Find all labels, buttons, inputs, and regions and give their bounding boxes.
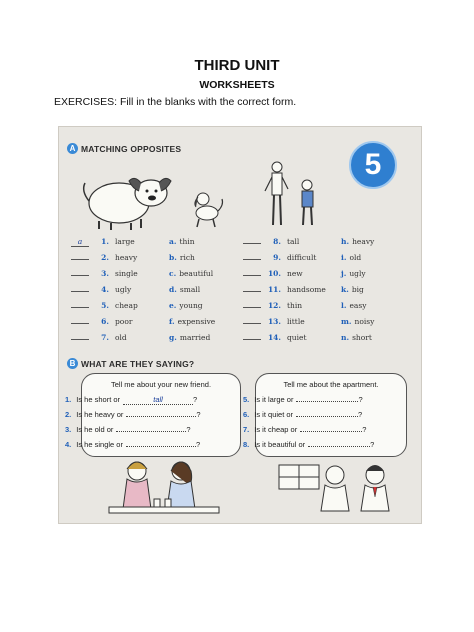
matching-item: [71, 317, 215, 326]
option-word: short: [352, 333, 372, 342]
option-letter: h.: [341, 237, 350, 246]
cloud-question: [65, 425, 191, 434]
answer-blank[interactable]: [243, 339, 261, 340]
option-word: small: [179, 285, 201, 294]
question-number: 4.: [65, 440, 72, 449]
option-word: ugly: [349, 269, 366, 278]
option-letter: c.: [169, 269, 177, 278]
answer-blank[interactable]: [243, 307, 261, 308]
cloud-question: [65, 410, 201, 419]
item-number: 14.: [267, 333, 281, 342]
answer-line[interactable]: [296, 416, 358, 417]
item-number: 11.: [267, 285, 281, 294]
matching-item: [71, 301, 203, 310]
answer-blank[interactable]: [243, 323, 261, 324]
cloud-title-apartment: Tell me about the apartment.: [283, 380, 379, 389]
item-number: 5.: [101, 301, 109, 310]
answer-line[interactable]: [116, 431, 186, 432]
item-word: thin: [287, 301, 303, 310]
question-mark: ?: [196, 410, 201, 419]
answer-line[interactable]: [300, 431, 362, 432]
item-number: 3.: [101, 269, 109, 278]
question-text: Is it cheap or: [254, 425, 298, 434]
item-number: 13.: [267, 317, 281, 326]
cloud-question: [243, 425, 366, 434]
option-letter: l.: [341, 301, 347, 310]
item-number: 10.: [267, 269, 281, 278]
question-text: Is it large or: [254, 395, 294, 404]
matching-item: [71, 253, 195, 262]
cloud-question: [243, 395, 363, 404]
option-letter: d.: [169, 285, 177, 294]
matching-item: [243, 269, 366, 278]
question-text: Is he old or: [76, 425, 114, 434]
matching-item: [243, 285, 364, 294]
answer-line[interactable]: tall: [123, 395, 193, 405]
question-text: Is he short or: [76, 395, 121, 404]
answer-line[interactable]: [126, 416, 196, 417]
matching-item: [71, 285, 200, 294]
question-number: 5.: [243, 395, 250, 404]
item-word: large: [115, 237, 135, 246]
answer-blank[interactable]: [243, 259, 261, 260]
option-word: young: [179, 301, 203, 310]
option-letter: f.: [169, 317, 175, 326]
matching-item: [71, 269, 213, 278]
answer-blank[interactable]: [71, 339, 89, 340]
option-letter: m.: [341, 317, 352, 326]
question-text: Is it quiet or: [254, 410, 294, 419]
option-letter: k.: [341, 285, 349, 294]
item-number: 1.: [101, 237, 109, 246]
option-word: expensive: [177, 317, 216, 326]
option-letter: b.: [169, 253, 177, 262]
matching-item: [243, 237, 374, 246]
item-word: old: [115, 333, 127, 342]
question-mark: ?: [370, 440, 375, 449]
question-number: 2.: [65, 410, 72, 419]
section-a-badge: A: [67, 143, 78, 154]
item-word: little: [287, 317, 305, 326]
matching-item: [71, 333, 210, 342]
answer-blank[interactable]: [243, 243, 261, 244]
option-word: heavy: [352, 237, 375, 246]
section-a-title: MATCHING OPPOSITES: [81, 143, 182, 154]
cloud-question: [65, 440, 200, 449]
answer-line[interactable]: [126, 446, 196, 447]
answer-blank[interactable]: [71, 259, 89, 260]
question-mark: ?: [193, 395, 198, 404]
item-word: ugly: [115, 285, 132, 294]
matching-item: [243, 333, 372, 342]
unit-number-badge: 5: [349, 141, 397, 189]
answer-blank[interactable]: [243, 291, 261, 292]
question-text: Is he heavy or: [76, 410, 124, 419]
option-word: easy: [349, 301, 367, 310]
item-word: quiet: [287, 333, 307, 342]
item-number: 7.: [101, 333, 109, 342]
page-title: THIRD UNIT: [194, 57, 280, 74]
section-b-badge: B: [67, 358, 78, 369]
item-number: 2.: [101, 253, 109, 262]
option-letter: n.: [341, 333, 350, 342]
answer-blank[interactable]: [243, 275, 261, 276]
answer-blank[interactable]: [71, 275, 89, 276]
question-mark: ?: [358, 395, 363, 404]
question-text: Is it beautiful or: [254, 440, 306, 449]
option-letter: a.: [169, 237, 177, 246]
item-number: 9.: [273, 253, 281, 262]
cloud-question: [243, 410, 362, 419]
cloud-question: [65, 395, 197, 405]
matching-item: [243, 301, 366, 310]
option-word: beautiful: [179, 269, 214, 278]
option-letter: e.: [169, 301, 177, 310]
question-mark: ?: [186, 425, 191, 434]
item-number: 8.: [273, 237, 281, 246]
question-number: 3.: [65, 425, 72, 434]
page-subtitle: WORKSHEETS: [199, 79, 275, 91]
cloud-question: [243, 440, 374, 449]
option-word: noisy: [354, 317, 375, 326]
option-word: married: [179, 333, 211, 342]
answer-blank[interactable]: [71, 291, 89, 292]
section-a-header: [67, 140, 181, 158]
item-word: handsome: [287, 285, 326, 294]
answer-line[interactable]: [308, 446, 370, 447]
question-mark: ?: [362, 425, 367, 434]
option-word: old: [349, 253, 362, 262]
answer-blank[interactable]: a: [71, 237, 89, 247]
matching-item: [243, 317, 374, 326]
question-number: 1.: [65, 395, 72, 404]
cloud-title-friend: Tell me about your new friend.: [110, 380, 212, 389]
question-number: 7.: [243, 425, 250, 434]
option-word: rich: [179, 253, 195, 262]
answer-line[interactable]: [296, 401, 358, 402]
option-letter: i.: [341, 253, 347, 262]
item-word: difficult: [287, 253, 317, 262]
instructions: EXERCISES: Fill in the blanks with the correct form.: [54, 96, 297, 108]
answer-blank[interactable]: [71, 323, 89, 324]
matching-item: [71, 237, 195, 247]
option-word: thin: [179, 237, 195, 246]
option-letter: j.: [341, 269, 347, 278]
item-word: cheap: [115, 301, 138, 310]
question-mark: ?: [195, 440, 201, 449]
women-at-table-illustration: [99, 457, 229, 523]
dogs-illustration: [79, 163, 229, 233]
item-number: 12.: [267, 301, 281, 310]
section-b-header: [67, 355, 194, 373]
option-word: big: [351, 285, 364, 294]
question-number: 6.: [243, 410, 250, 419]
matching-item: [243, 253, 361, 262]
item-number: 6.: [101, 317, 109, 326]
question-mark: ?: [358, 410, 363, 419]
item-word: single: [115, 269, 138, 278]
men-at-table-illustration: [273, 457, 403, 523]
item-word: heavy: [115, 253, 138, 262]
answer-blank[interactable]: [71, 307, 89, 308]
textbook-page-image: [58, 126, 422, 524]
option-letter: g.: [169, 333, 177, 342]
question-number: 8.: [243, 440, 250, 449]
men-illustration: [259, 159, 339, 239]
section-b-title: WHAT ARE THEY SAYING?: [81, 358, 195, 369]
question-text: Is he single or: [76, 440, 123, 449]
item-word: poor: [115, 317, 133, 326]
item-word: new: [287, 269, 303, 278]
item-number: 4.: [101, 285, 109, 294]
item-word: tall: [287, 237, 300, 246]
